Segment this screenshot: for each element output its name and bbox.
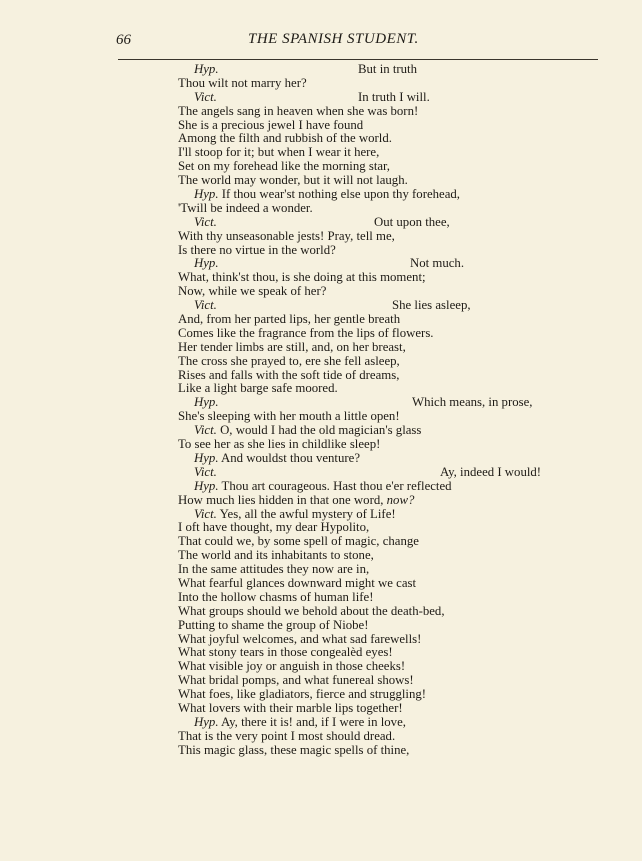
line-text: Thou wilt not marry her? bbox=[178, 75, 307, 90]
verse-line bbox=[178, 674, 583, 688]
verse-line bbox=[178, 146, 583, 160]
line-text: I oft have thought, my dear Hypolito, bbox=[178, 520, 370, 535]
verse-line bbox=[178, 174, 583, 188]
line-text: What visible joy or anguish in those cheeks! bbox=[178, 659, 406, 674]
verse-text bbox=[178, 63, 583, 758]
verse-line bbox=[178, 619, 583, 633]
speaker-name: Vict. bbox=[194, 464, 217, 479]
verse-line bbox=[178, 77, 583, 91]
verse-line bbox=[178, 480, 583, 494]
speaker-name: Vict. bbox=[194, 506, 217, 521]
emphasized-word: now? bbox=[386, 492, 415, 507]
verse-line bbox=[178, 313, 583, 327]
line-text: Now, while we speak of her? bbox=[178, 284, 327, 299]
verse-line bbox=[178, 646, 583, 660]
verse-line bbox=[178, 132, 583, 146]
verse-line bbox=[178, 688, 583, 702]
verse-line bbox=[178, 230, 583, 244]
line-text: O, would I had the old magician's glass bbox=[220, 423, 422, 438]
line-text: She is a precious jewel I have found bbox=[178, 117, 364, 132]
verse-line bbox=[178, 285, 583, 299]
line-text: The world and its inhabitants to stone, bbox=[178, 548, 374, 563]
line-text: Into the hollow chasms of human life! bbox=[178, 589, 374, 604]
line-text: What stony tears in those congealèd eyes! bbox=[178, 645, 393, 660]
speaker-name: Vict. bbox=[194, 214, 217, 229]
verse-line bbox=[178, 577, 583, 591]
header-rule bbox=[118, 59, 598, 60]
verse-line bbox=[178, 244, 583, 258]
half-line-text: Ay, indeed I would! bbox=[440, 464, 542, 479]
line-text: She's sleeping with her mouth a little open! bbox=[178, 409, 400, 424]
verse-line bbox=[178, 396, 583, 410]
verse-line bbox=[178, 119, 583, 133]
speaker-name: Hyp. bbox=[194, 450, 219, 465]
verse-line bbox=[178, 702, 583, 716]
speaker-name: Vict. bbox=[194, 89, 217, 104]
line-text: And wouldst thou venture? bbox=[221, 450, 360, 465]
verse-line bbox=[178, 549, 583, 563]
verse-line bbox=[178, 257, 583, 271]
speaker-name: Hyp. bbox=[194, 256, 219, 271]
line-text: Like a light barge safe moored. bbox=[178, 381, 338, 396]
verse-line bbox=[178, 521, 583, 535]
line-text: How much lies hidden in that one word, bbox=[178, 492, 384, 507]
line-text: What foes, like gladiators, fierce and struggling! bbox=[178, 687, 427, 702]
line-text: Her tender limbs are still, and, on her breast, bbox=[178, 339, 406, 354]
verse-line bbox=[178, 355, 583, 369]
line-text: Among the filth and rubbish of the world. bbox=[178, 131, 392, 146]
verse-line bbox=[178, 216, 583, 230]
half-line-text: In truth I will. bbox=[358, 89, 430, 104]
speaker-name: Hyp. bbox=[194, 62, 219, 76]
verse-line bbox=[178, 327, 583, 341]
verse-line bbox=[178, 271, 583, 285]
speaker-name: Vict. bbox=[194, 298, 217, 313]
verse-line bbox=[178, 466, 583, 480]
line-text: And, from her parted lips, her gentle breath bbox=[178, 312, 401, 327]
verse-line bbox=[178, 452, 583, 466]
line-text: Rises and falls with the soft tide of dreams, bbox=[178, 367, 400, 382]
line-text: What, think'st thou, is she doing at this moment; bbox=[178, 270, 426, 285]
line-text: Yes, all the awful mystery of Life! bbox=[219, 506, 396, 521]
verse-line bbox=[178, 188, 583, 202]
line-text: That is the very point I most should dread. bbox=[178, 728, 396, 743]
line-text: 'Twill be indeed a wonder. bbox=[178, 200, 313, 215]
line-text: What joyful welcomes, and what sad farewells! bbox=[178, 631, 422, 646]
speaker-name: Vict. bbox=[194, 423, 217, 438]
verse-line bbox=[178, 63, 583, 77]
verse-line bbox=[178, 508, 583, 522]
verse-line bbox=[178, 633, 583, 647]
verse-line bbox=[178, 438, 583, 452]
verse-line bbox=[178, 535, 583, 549]
line-text: Thou art courageous. Hast thou e'er reflected bbox=[221, 478, 452, 493]
verse-line bbox=[178, 716, 583, 730]
verse-line bbox=[178, 369, 583, 383]
line-text: I'll stoop for it; but when I wear it here, bbox=[178, 145, 380, 160]
speaker-name: Hyp. bbox=[194, 714, 219, 729]
line-text: In the same attitudes they now are in, bbox=[178, 562, 370, 577]
line-text: The angels sang in heaven when she was born! bbox=[178, 103, 419, 118]
verse-line bbox=[178, 382, 583, 396]
line-text: To see her as she lies in childlike sleep! bbox=[178, 437, 381, 452]
half-line-text: Out upon thee, bbox=[374, 214, 450, 229]
verse-line bbox=[178, 202, 583, 216]
verse-line bbox=[178, 424, 583, 438]
verse-line bbox=[178, 591, 583, 605]
line-text: What fearful glances downward might we cast bbox=[178, 575, 417, 590]
verse-line bbox=[178, 410, 583, 424]
running-head-title: THE SPANISH STUDENT. bbox=[248, 31, 419, 47]
half-line-text: But in truth bbox=[358, 62, 418, 76]
line-text: What lovers with their marble lips together! bbox=[178, 700, 403, 715]
line-text: What bridal pomps, and what funereal shows! bbox=[178, 673, 414, 688]
line-text: Set on my forehead like the morning star, bbox=[178, 159, 391, 174]
line-text: What groups should we behold about the death-bed, bbox=[178, 603, 445, 618]
speaker-name: Hyp. bbox=[194, 187, 219, 202]
verse-line bbox=[178, 744, 583, 758]
half-line-text: Which means, in prose, bbox=[412, 395, 533, 410]
verse-line bbox=[178, 160, 583, 174]
line-text: Comes like the fragrance from the lips of flowers. bbox=[178, 325, 434, 340]
verse-line bbox=[178, 494, 583, 508]
verse-line bbox=[178, 563, 583, 577]
verse-line bbox=[178, 91, 583, 105]
verse-line bbox=[178, 730, 583, 744]
verse-line bbox=[178, 341, 583, 355]
verse-line bbox=[178, 605, 583, 619]
line-text: Is there no virtue in the world? bbox=[178, 242, 336, 257]
verse-line bbox=[178, 105, 583, 119]
half-line-text: She lies asleep, bbox=[392, 298, 471, 313]
line-text: If thou wear'st nothing else upon thy forehead, bbox=[221, 187, 461, 202]
line-text: Putting to shame the group of Niobe! bbox=[178, 617, 369, 632]
verse-line bbox=[178, 660, 583, 674]
page-number: 66 bbox=[116, 32, 131, 48]
verse-line bbox=[178, 299, 583, 313]
speaker-name: Hyp. bbox=[194, 478, 219, 493]
line-text: That could we, by some spell of magic, change bbox=[178, 534, 419, 549]
speaker-name: Hyp. bbox=[194, 395, 219, 410]
line-text: The cross she prayed to, ere she fell asleep, bbox=[178, 353, 400, 368]
half-line-text: Not much. bbox=[410, 256, 465, 271]
line-text: The world may wonder, but it will not laugh. bbox=[178, 173, 408, 188]
line-text: Ay, there it is! and, if I were in love, bbox=[221, 714, 406, 729]
line-text: With thy unseasonable jests! Pray, tell me, bbox=[178, 228, 395, 243]
line-text: This magic glass, these magic spells of thine, bbox=[178, 742, 410, 757]
